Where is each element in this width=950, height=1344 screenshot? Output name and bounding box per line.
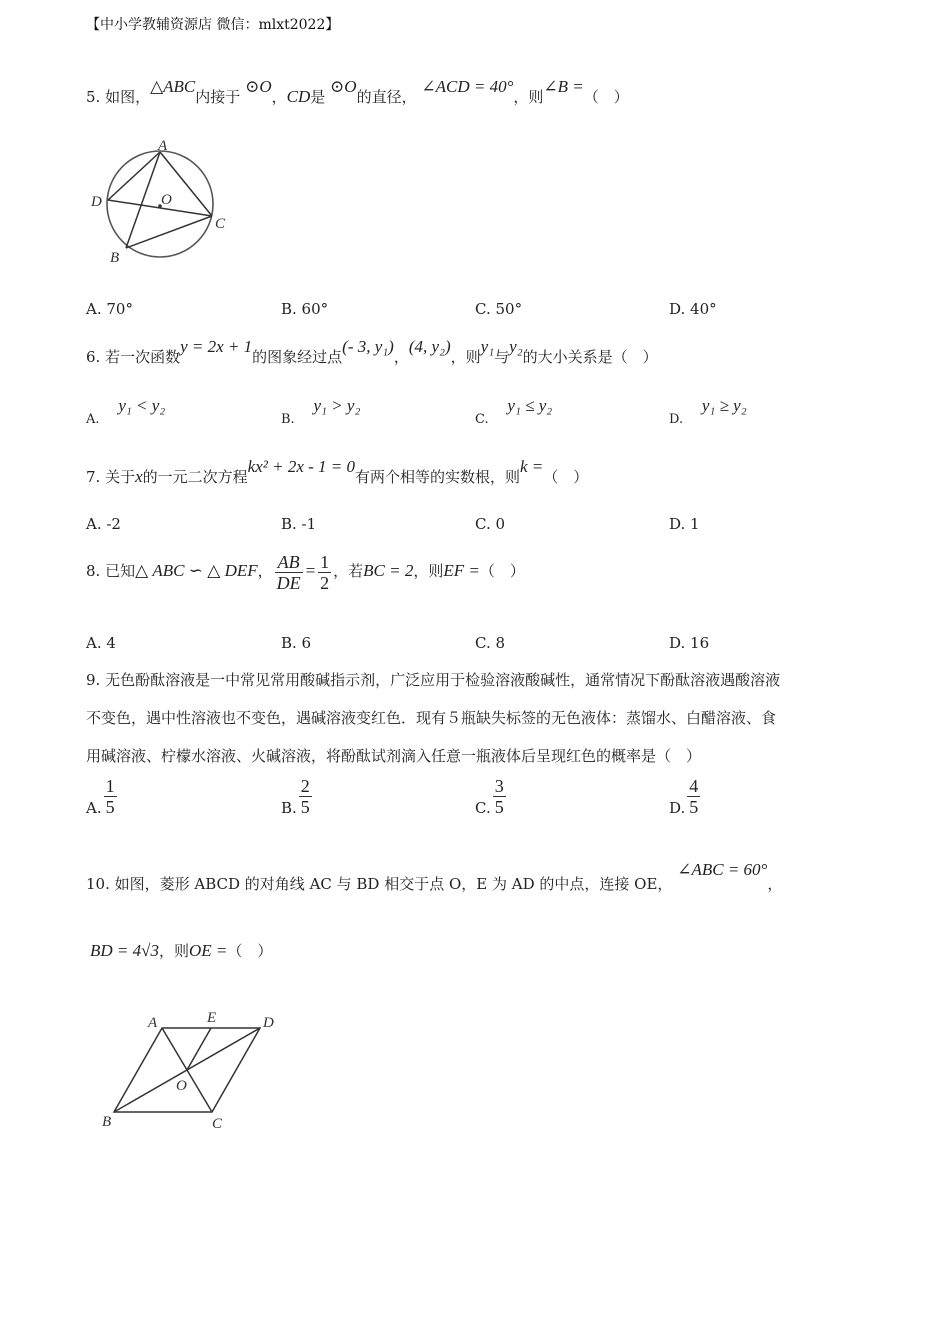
question-6 — [86, 337, 658, 368]
q8-bc: BC = 2 — [363, 561, 414, 580]
q5-circle-2: ⊙O — [330, 77, 357, 96]
q5-angle-b: ∠B = — [543, 77, 584, 96]
q6-text-4: 的大小关系是（ ） — [522, 348, 658, 366]
q6-text-2: ，则 — [450, 348, 481, 366]
q6-number: 6. 若一次函数 — [86, 348, 181, 366]
q5-segment-dc — [108, 200, 212, 216]
q6-option-b: B. y₁ > y₂ — [281, 396, 361, 427]
q7-option-a: A. -2 — [86, 515, 121, 533]
q10-text-2: ，则 — [158, 942, 189, 960]
q5-option-d: D. 40° — [669, 300, 717, 318]
question-10-cont — [90, 940, 272, 962]
q8-text-3: ，则 — [413, 562, 444, 580]
page-header: 【中小学教辅资源店 微信：mlxt2022】 — [86, 17, 340, 33]
q10-oe: OE = — [188, 941, 228, 960]
q9-option-c: C. $\frac{3}{5}$ — [475, 776, 504, 817]
question-7 — [86, 457, 589, 488]
q8-ef: EF = — [443, 561, 480, 580]
q8-half: $\frac{1}{2}$ — [320, 551, 330, 593]
q5-triangle: △ABC — [150, 77, 196, 96]
q5-circle-figure — [86, 134, 236, 274]
q6-comma: ， — [393, 348, 409, 366]
q10-text-1: ， — [767, 875, 783, 893]
q8-option-a: A. 4 — [86, 634, 116, 652]
q7-option-c: C. 0 — [475, 515, 506, 533]
q5-option-a: A. 70° — [86, 300, 133, 318]
q5-text-1: 内接于 — [195, 88, 241, 106]
q5-text-2: ， — [271, 88, 287, 106]
question-9 — [86, 661, 866, 775]
q7-option-d: D. 1 — [669, 515, 700, 533]
q6-text-1: 的图象经过点 — [252, 348, 343, 366]
q5-label-c: C — [215, 216, 226, 232]
q6-y2: y₂ — [509, 337, 523, 356]
q6-text-3: 与 — [494, 348, 510, 366]
q8-option-b: B. 6 — [281, 634, 312, 652]
q8-equals: = — [304, 561, 317, 580]
q8-paren: （ ） — [479, 562, 525, 580]
q8-option-d: D. 16 — [669, 634, 710, 652]
q5-label-b: B — [110, 250, 120, 266]
q10-rhombus-figure — [96, 1006, 296, 1142]
q5-text-5: ，则 — [513, 88, 544, 106]
q7-k: k = — [520, 457, 544, 476]
question-5 — [86, 77, 629, 108]
q10-label-o: O — [176, 1078, 187, 1094]
q10-label-b: B — [102, 1114, 112, 1130]
q7-text-1: 的一元二次方程 — [142, 468, 248, 486]
q10-line-1: 10. 如图，菱形 ABCD 的对角线 AC 与 BD 相交于点 O，E 为 AD 的中点，连接 OE， — [86, 875, 673, 893]
q10-label-d: D — [263, 1015, 274, 1031]
q5-option-c: C. 50° — [475, 300, 523, 318]
q5-text-4: 的直径， — [356, 88, 417, 106]
q6-option-c-expr: y₁ ≤ y₂ — [507, 396, 553, 415]
q10-label-e: E — [207, 1010, 217, 1026]
q5-number: 5. 如图， — [86, 88, 151, 106]
q6-option-c: C. y₁ ≤ y₂ — [475, 396, 553, 427]
q5-segment-bc — [126, 216, 212, 248]
q7-x: x — [135, 467, 143, 486]
q6-option-a-expr: y₁ < y₂ — [118, 396, 166, 415]
question-8 — [86, 548, 525, 594]
q9-option-d: D. $\frac{4}{5}$ — [669, 776, 699, 817]
q6-option-d: D. y₁ ≥ y₂ — [669, 396, 747, 427]
q5-label-o: O — [161, 192, 172, 208]
q10-paren: （ ） — [227, 942, 273, 960]
q5-label-a: A — [158, 138, 168, 154]
q7-text-2: 有两个相等的实数根，则 — [355, 468, 521, 486]
q9-option-a: A. $\frac{1}{5}$ — [86, 776, 115, 817]
q5-segment-ab — [126, 152, 160, 248]
q5-circle-shape — [107, 151, 213, 257]
q5-text-3: 是 — [310, 88, 326, 106]
q5-option-b: B. 60° — [281, 300, 329, 318]
q7-equation: kx² + 2x - 1 = 0 — [247, 457, 355, 476]
q6-point-2: (4, y₂) — [408, 337, 451, 356]
q10-label-c: C — [212, 1116, 223, 1132]
q10-angle: ∠ABC = 60° — [677, 860, 768, 879]
q8-fraction: $\frac{AB}{DE}$ — [276, 551, 301, 593]
q6-option-d-expr: y₁ ≥ y₂ — [701, 396, 747, 415]
q6-y1: y₁ — [480, 337, 495, 356]
q5-circle: ⊙O — [245, 77, 272, 96]
q7-paren: （ ） — [543, 468, 589, 486]
q5-paren: （ ） — [583, 88, 629, 106]
q6-point-1: (- 3, y₁) — [342, 337, 394, 356]
q6-option-b-expr: y₁ > y₂ — [313, 396, 361, 415]
q9-line-2: 不变色，遇中性溶液也不变色，遇碱溶液变红色．现有５瓶缺失标签的无色液体：蒸馏水、白醋溶液、食 — [86, 709, 777, 727]
q6-function: y = 2x + 1 — [180, 337, 253, 356]
q7-number: 7. 关于 — [86, 468, 136, 486]
q8-number: 8. 已知 — [86, 562, 136, 580]
q7-option-b: B. -1 — [281, 515, 317, 533]
q8-text-2: ，若 — [333, 562, 364, 580]
q9-line-3: 用碱溶液、柠檬水溶液、火碱溶液，将酚酞试剂滴入任意一瓶液体后呈现红色的概率是（ ） — [86, 747, 702, 765]
q6-option-a: A. y₁ < y₂ — [86, 396, 166, 427]
q5-cd: CD — [286, 87, 311, 106]
question-10 — [86, 860, 783, 895]
q9-line-1: 9. 无色酚酞溶液是一中常见常用酸碱指示剂，广泛应用于检验溶液酸碱性，通常情况下酚酞溶液遇酸溶液 — [86, 671, 781, 689]
q10-label-a: A — [148, 1015, 158, 1031]
q9-option-b: B. $\frac{2}{5}$ — [281, 776, 310, 817]
q10-bd: BD = 4√3 — [90, 941, 159, 960]
q8-text-1: ， — [257, 562, 273, 580]
q8-similar: △ ABC ∽ △ DEF — [135, 561, 258, 580]
q5-label-d: D — [91, 194, 102, 210]
q5-angle: ∠ACD = 40° — [421, 77, 514, 96]
q8-option-c: C. 8 — [475, 634, 506, 652]
